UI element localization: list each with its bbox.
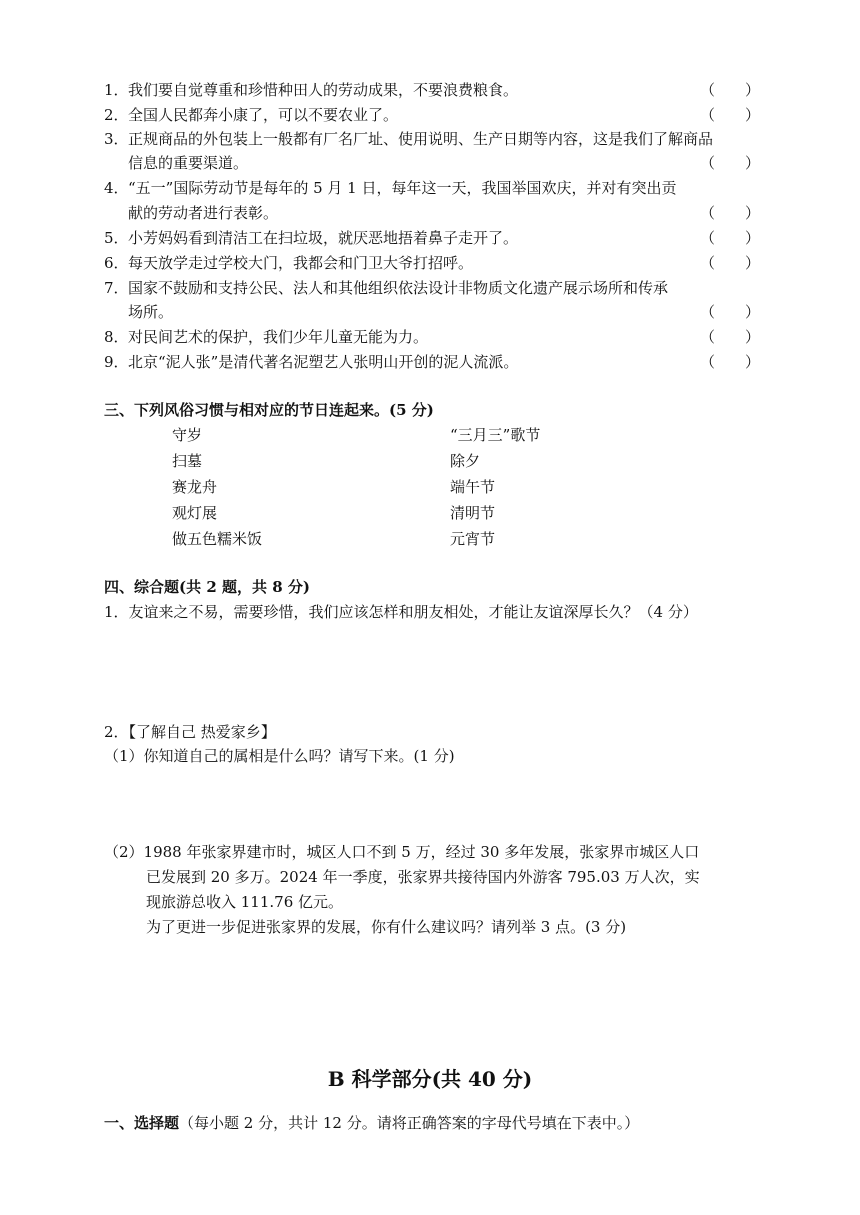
question-2-2-line: 已发展到 20 多万。2024 年一季度，张家界共接待国内外游客 795.03 万人次，实 (146, 868, 700, 886)
item-number: 9． (104, 353, 129, 371)
question-2-2-line: 为了更进一步促进张家界的发展，你有什么建议吗？请列举 3 点。(3 分) (146, 918, 627, 936)
section-heading: 四、综合题(共 2 题，共 8 分) (104, 578, 310, 596)
item-number: 8． (104, 328, 129, 346)
answer-paren[interactable]: （ ） (700, 303, 761, 321)
festival-item[interactable]: 端午节 (450, 478, 496, 496)
question-2-title: 2．【了解自己 热爱家乡】 (104, 723, 276, 741)
answer-paren[interactable]: （ ） (700, 204, 761, 222)
item-text: 场所。 (128, 303, 174, 321)
question-1: 1．友谊来之不易，需要珍惜，我们应该怎样和朋友相处，才能让友谊深厚长久？（4 分） (104, 603, 698, 621)
choice-section-heading (104, 1113, 639, 1133)
question-2-2-line: （2）1988 年张家界建市时，城区人口不到 5 万，经过 30 多年发展，张家界市城区人口 (104, 843, 700, 861)
item-number: 4． (104, 179, 129, 197)
item-number: 3． (104, 130, 129, 148)
answer-paren[interactable]: （ ） (700, 254, 761, 272)
item-text: 小芳妈妈看到清洁工在扫垃圾，就厌恶地捂着鼻子走开了。 (128, 229, 519, 247)
item-text: 对民间艺术的保护，我们少年儿童无能为力。 (128, 328, 429, 346)
item-text: 每天放学走过学校大门，我都会和门卫大爷打招呼。 (128, 254, 474, 272)
section-heading: 三、下列风俗习惯与相对应的节日连起来。(5 分) (104, 401, 434, 419)
item-text: 信息的重要渠道。 (128, 154, 249, 172)
question-2-1: （1）你知道自己的属相是什么吗？请写下来。(1 分) (104, 747, 455, 765)
answer-paren[interactable]: （ ） (700, 81, 761, 99)
item-text: “五一”国际劳动节是每年的 5 月 1 日，每年这一天，我国举国欢庆，并对有突出贡 (128, 179, 677, 197)
custom-item[interactable]: 赛龙舟 (172, 478, 218, 496)
item-text: 献的劳动者进行表彰。 (128, 204, 279, 222)
part-b-title: B 科学部分(共 40 分) (327, 1067, 533, 1091)
festival-item[interactable]: 元宵节 (450, 530, 496, 548)
choice-heading-bold: 一、选择题 (104, 1114, 180, 1132)
custom-item[interactable]: 守岁 (172, 426, 203, 444)
answer-paren[interactable]: （ ） (700, 328, 761, 346)
item-number: 7． (104, 279, 129, 297)
item-number: 6． (104, 254, 129, 272)
item-text: 正规商品的外包装上一般都有厂名厂址、使用说明、生产日期等内容，这是我们了解商品 (128, 130, 714, 148)
item-number: 5． (104, 229, 129, 247)
festival-item[interactable]: 除夕 (450, 452, 481, 470)
answer-paren[interactable]: （ ） (700, 106, 761, 124)
custom-item[interactable]: 扫墓 (172, 452, 203, 470)
festival-item[interactable]: 清明节 (450, 504, 496, 522)
custom-item[interactable]: 观灯展 (172, 504, 218, 522)
item-text: 国家不鼓励和支持公民、法人和其他组织依法设计非物质文化遗产展示场所和传承 (128, 279, 669, 297)
item-text: 全国人民都奔小康了，可以不要农业了。 (128, 106, 399, 124)
answer-paren[interactable]: （ ） (700, 229, 761, 247)
festival-item[interactable]: “三月三”歌节 (450, 426, 541, 444)
question-2-2-line: 现旅游总收入 111.76 亿元。 (146, 893, 344, 911)
item-text: 北京“泥人张”是清代著名泥塑艺人张明山开创的泥人流派。 (128, 353, 519, 371)
item-number: 1． (104, 81, 129, 99)
answer-paren[interactable]: （ ） (700, 353, 761, 371)
item-number: 2． (104, 106, 129, 124)
choice-heading-rest: （每小题 2 分，共计 12 分。请将正确答案的字母代号填在下表中。） (179, 1114, 640, 1132)
custom-item[interactable]: 做五色糯米饭 (172, 530, 263, 548)
answer-paren[interactable]: （ ） (700, 154, 761, 172)
item-text: 我们要自觉尊重和珍惜种田人的劳动成果，不要浪费粮食。 (128, 81, 519, 99)
